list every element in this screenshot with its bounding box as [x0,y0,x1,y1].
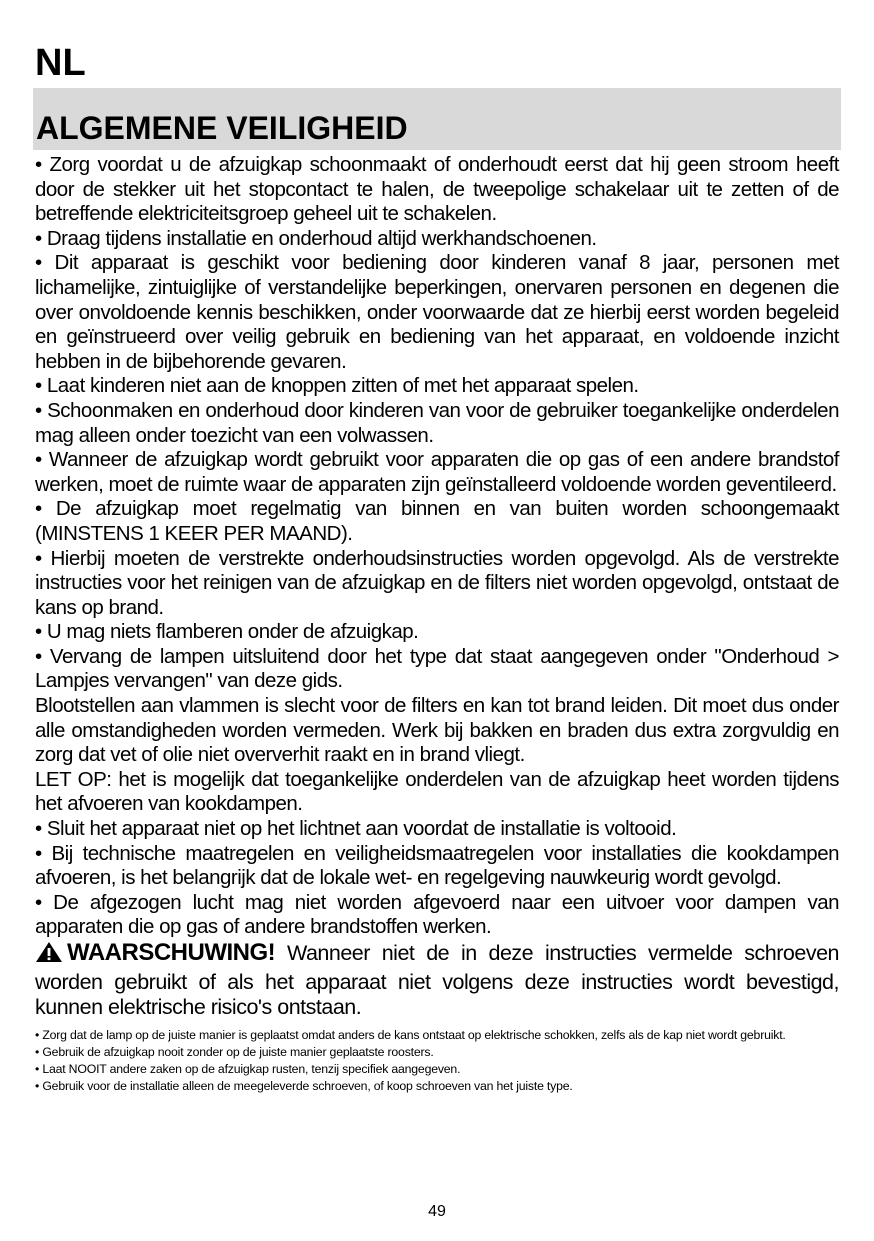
warning-title: WAARSCHUWING! [67,939,276,966]
paragraph: • Laat kinderen niet aan de knoppen zitten of met het apparaat spelen. [35,374,639,398]
fine-print-item: • Zorg dat de lamp op de juiste manier is geplaatst omdat anders de kans ontstaat op elektrische schokken, zelfs als de kap niet wordt gebruikt. [35,1027,786,1042]
paragraph: Blootstellen aan vlammen is slecht voor de filters en kan tot brand leiden. Dit moet dus onder alle omstandigheden worden vermeden. Werk bij bakken en braden dus extra zorgvuldig en zorg dat vet of olie niet oververhit raakt en in brand vliegt. [35,694,839,767]
page-number: 49 [428,1203,446,1220]
paragraph: • De afzuigkap moet regelmatig van binnen en van buiten worden schoongemaakt (MINSTENS 1 KEER PER MAAND). [35,497,839,545]
paragraph: • Wanneer de afzuigkap wordt gebruikt voor apparaten die op gas of een andere brandstof werken, moet de ruimte waar de apparaten zijn geïnstalleerd voldoende worden geventileerd. [35,448,839,496]
warning-triangle-icon [35,941,63,970]
paragraph: • Zorg voordat u de afzuigkap schoonmaakt of onderhoudt eerst dat hij geen stroom heeft door de stekker uit het stopcontact te halen, de tweepolige schakelaar uit te zetten of de betreffende elektriciteitsgroep geheel uit te schakelen. [35,153,839,226]
warning-text: Wanneer niet de in deze instructies vermelde schroeven worden gebruikt of als het apparaat niet volgens deze instructies wordt bevestigd, kunnen elektrische risico's ontstaan. [35,941,839,1019]
paragraph: • Draag tijdens installatie en onderhoud altijd werkhandschoenen. [35,226,597,250]
fine-print-item: • Gebruik de afzuigkap nooit zonder op de juiste manier geplaatste roosters. [35,1044,434,1059]
paragraph: • U mag niets flamberen onder de afzuigkap. [35,620,419,644]
fine-print-item: • Gebruik voor de installatie alleen de meegeleverde schroeven, of koop schroeven van het juiste type. [35,1078,573,1093]
fine-print [35,1027,839,1095]
paragraph: • Hierbij moeten de verstrekte onderhoudsinstructies worden opgevolgd. Als de verstrekte instructies voor het reinigen van de afzuigkap en de filters niet worden opgevolgd, ontstaat de kans op brand. [35,546,839,619]
paragraph: • Vervang de lampen uitsluitend door het type dat staat aangegeven onder "Onderhoud > Lampjes vervangen" van deze gids. [35,644,839,693]
paragraph: • Dit apparaat is geschikt voor bediening door kinderen vanaf 8 jaar, personen met lichamelijke, zintuiglijke of verstandelijke beperkingen, onervaren personen en degenen die over onvoldoende kennis beschikken, onder voorwaarde dat ze hierbij eerst worden begeleid en geïnstrueerd over veilig gebruik en bediening van het apparaat, en voldoende inzicht hebben in de bijbehorende gevaren. [35,251,839,373]
paragraph: • De afgezogen lucht mag niet worden afgevoerd naar een uitvoer voor dampen van apparaten die op gas of andere brandstoffen werken. [35,890,839,939]
paragraph: • Sluit het apparaat niet op het lichtnet aan voordat de installatie is voltooid. [35,817,677,841]
language-code: NL [35,42,86,84]
section-title: ALGEMENE VEILIGHEID [36,110,408,146]
fine-print-item: • Laat NOOIT andere zaken op de afzuigkap rusten, tenzij specifiek aangegeven. [35,1061,461,1076]
safety-text [35,153,839,1095]
paragraph: • Schoonmaken en onderhoud door kinderen van voor de gebruiker toegankelijke onderdelen mag alleen onder toezicht van een volwassen. [35,398,839,447]
warning-paragraph [35,940,839,1021]
paragraph: • Bij technische maatregelen en veiligheidsmaatregelen voor installaties die kookdampen afvoeren, is het belangrijk dat de lokale wet- en regelgeving nauwkeurig wordt gevolgd. [35,841,839,890]
paragraph: LET OP: het is mogelijk dat toegankelijke onderdelen van de afzuigkap heet worden tijdens het afvoeren van kookdampen. [35,767,839,816]
